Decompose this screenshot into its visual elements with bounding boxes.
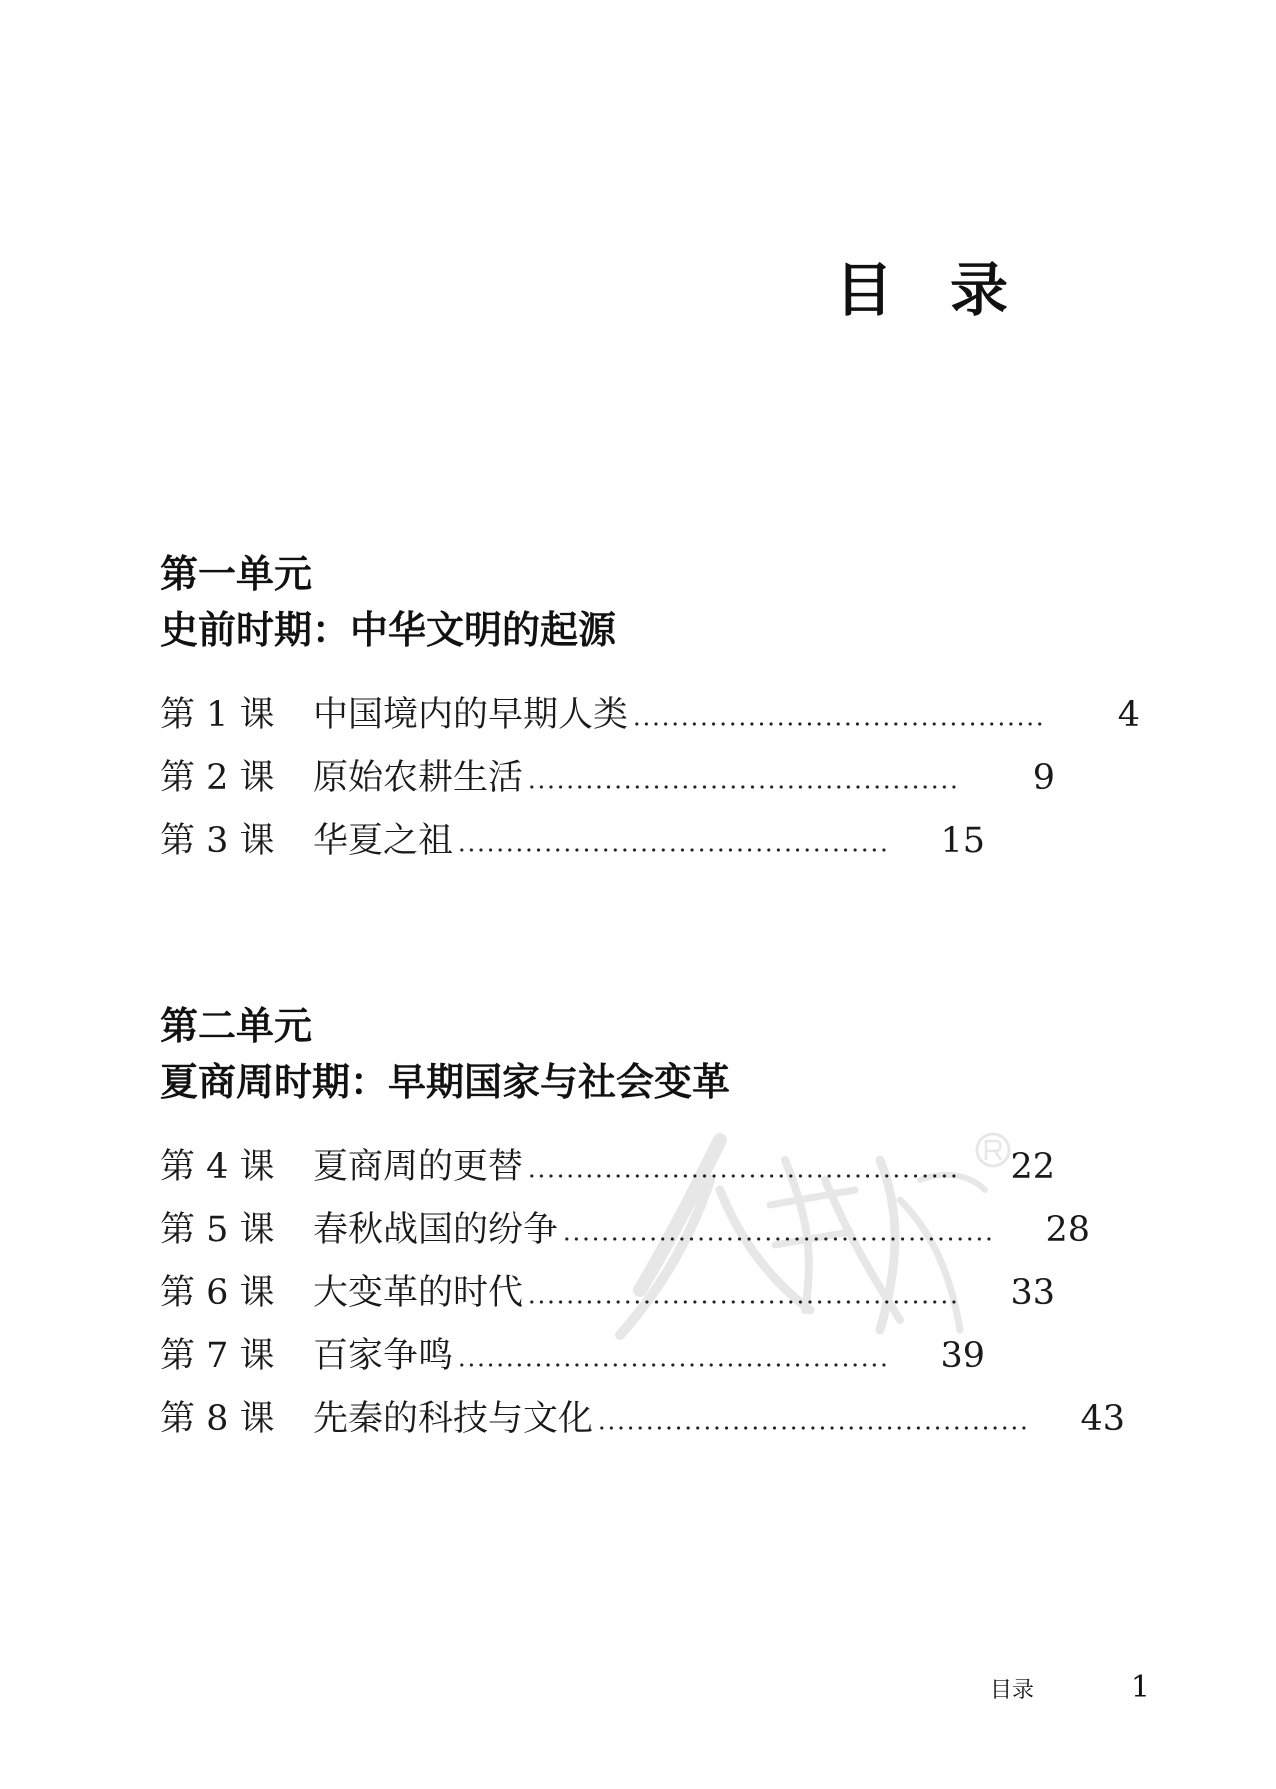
lesson-title: 春秋战国的纷争	[313, 1210, 559, 1250]
unit-title: 夏商周时期：早期国家与社会变革	[160, 1060, 731, 1104]
lesson-list	[160, 684, 1140, 873]
lesson-page-number: 22	[1010, 1147, 1056, 1187]
lesson-number: 第 1 课	[160, 695, 275, 735]
unit-title: 史前时期：中华文明的起源	[160, 608, 617, 652]
lesson-title: 华夏之祖	[313, 821, 454, 861]
unit-number: 第二单元	[160, 1004, 313, 1048]
dot-leader	[457, 1325, 887, 1388]
toc-entry[interactable]	[160, 1262, 1140, 1325]
toc-entry[interactable]	[160, 1325, 1140, 1388]
lesson-page-number: 4	[1117, 695, 1140, 735]
lesson-list	[160, 1136, 1140, 1451]
lesson-number: 第 8 课	[160, 1399, 275, 1439]
dot-leader	[527, 1136, 957, 1199]
unit-number: 第一单元	[160, 552, 313, 596]
lesson-title: 大变革的时代	[313, 1273, 524, 1313]
lesson-page-number: 28	[1045, 1210, 1091, 1250]
lesson-number: 第 2 课	[160, 758, 275, 798]
lesson-title: 原始农耕生活	[313, 758, 524, 798]
lesson-page-number: 39	[940, 1336, 986, 1376]
dot-leader	[562, 1199, 992, 1262]
page-title-char: 目	[835, 256, 894, 324]
unit-section	[160, 546, 1140, 873]
lesson-title: 中国境内的早期人类	[313, 695, 629, 735]
footer-page-number: 1	[1130, 1670, 1150, 1705]
toc-entry[interactable]	[160, 1199, 1140, 1262]
dot-leader	[597, 1388, 1027, 1451]
unit-section	[160, 998, 1140, 1451]
page-footer	[0, 1666, 1276, 1716]
lesson-title: 先秦的科技与文化	[313, 1399, 594, 1439]
lesson-number: 第 4 课	[160, 1147, 275, 1187]
page-title-char: 录	[950, 256, 1009, 324]
lesson-page-number: 33	[1010, 1273, 1056, 1313]
lesson-number: 第 5 课	[160, 1210, 275, 1250]
dot-leader	[527, 747, 957, 810]
toc-entry[interactable]	[160, 1136, 1140, 1199]
lesson-title: 百家争鸣	[313, 1336, 454, 1376]
toc-entry[interactable]	[160, 747, 1140, 810]
dot-leader	[527, 1262, 957, 1325]
lesson-page-number: 43	[1080, 1399, 1126, 1439]
lesson-page-number: 15	[940, 821, 986, 861]
page-title	[0, 250, 1276, 330]
lesson-title: 夏商周的更替	[313, 1147, 524, 1187]
toc-entry[interactable]	[160, 684, 1140, 747]
footer-section-label: 目录	[990, 1678, 1035, 1703]
dot-leader	[632, 684, 1042, 747]
dot-leader	[457, 810, 887, 873]
toc-entry[interactable]	[160, 810, 1140, 873]
lesson-number: 第 6 课	[160, 1273, 275, 1313]
lesson-number: 第 7 课	[160, 1336, 275, 1376]
lesson-number: 第 3 课	[160, 821, 275, 861]
lesson-page-number: 9	[1032, 758, 1056, 798]
toc-entry[interactable]	[160, 1388, 1140, 1451]
